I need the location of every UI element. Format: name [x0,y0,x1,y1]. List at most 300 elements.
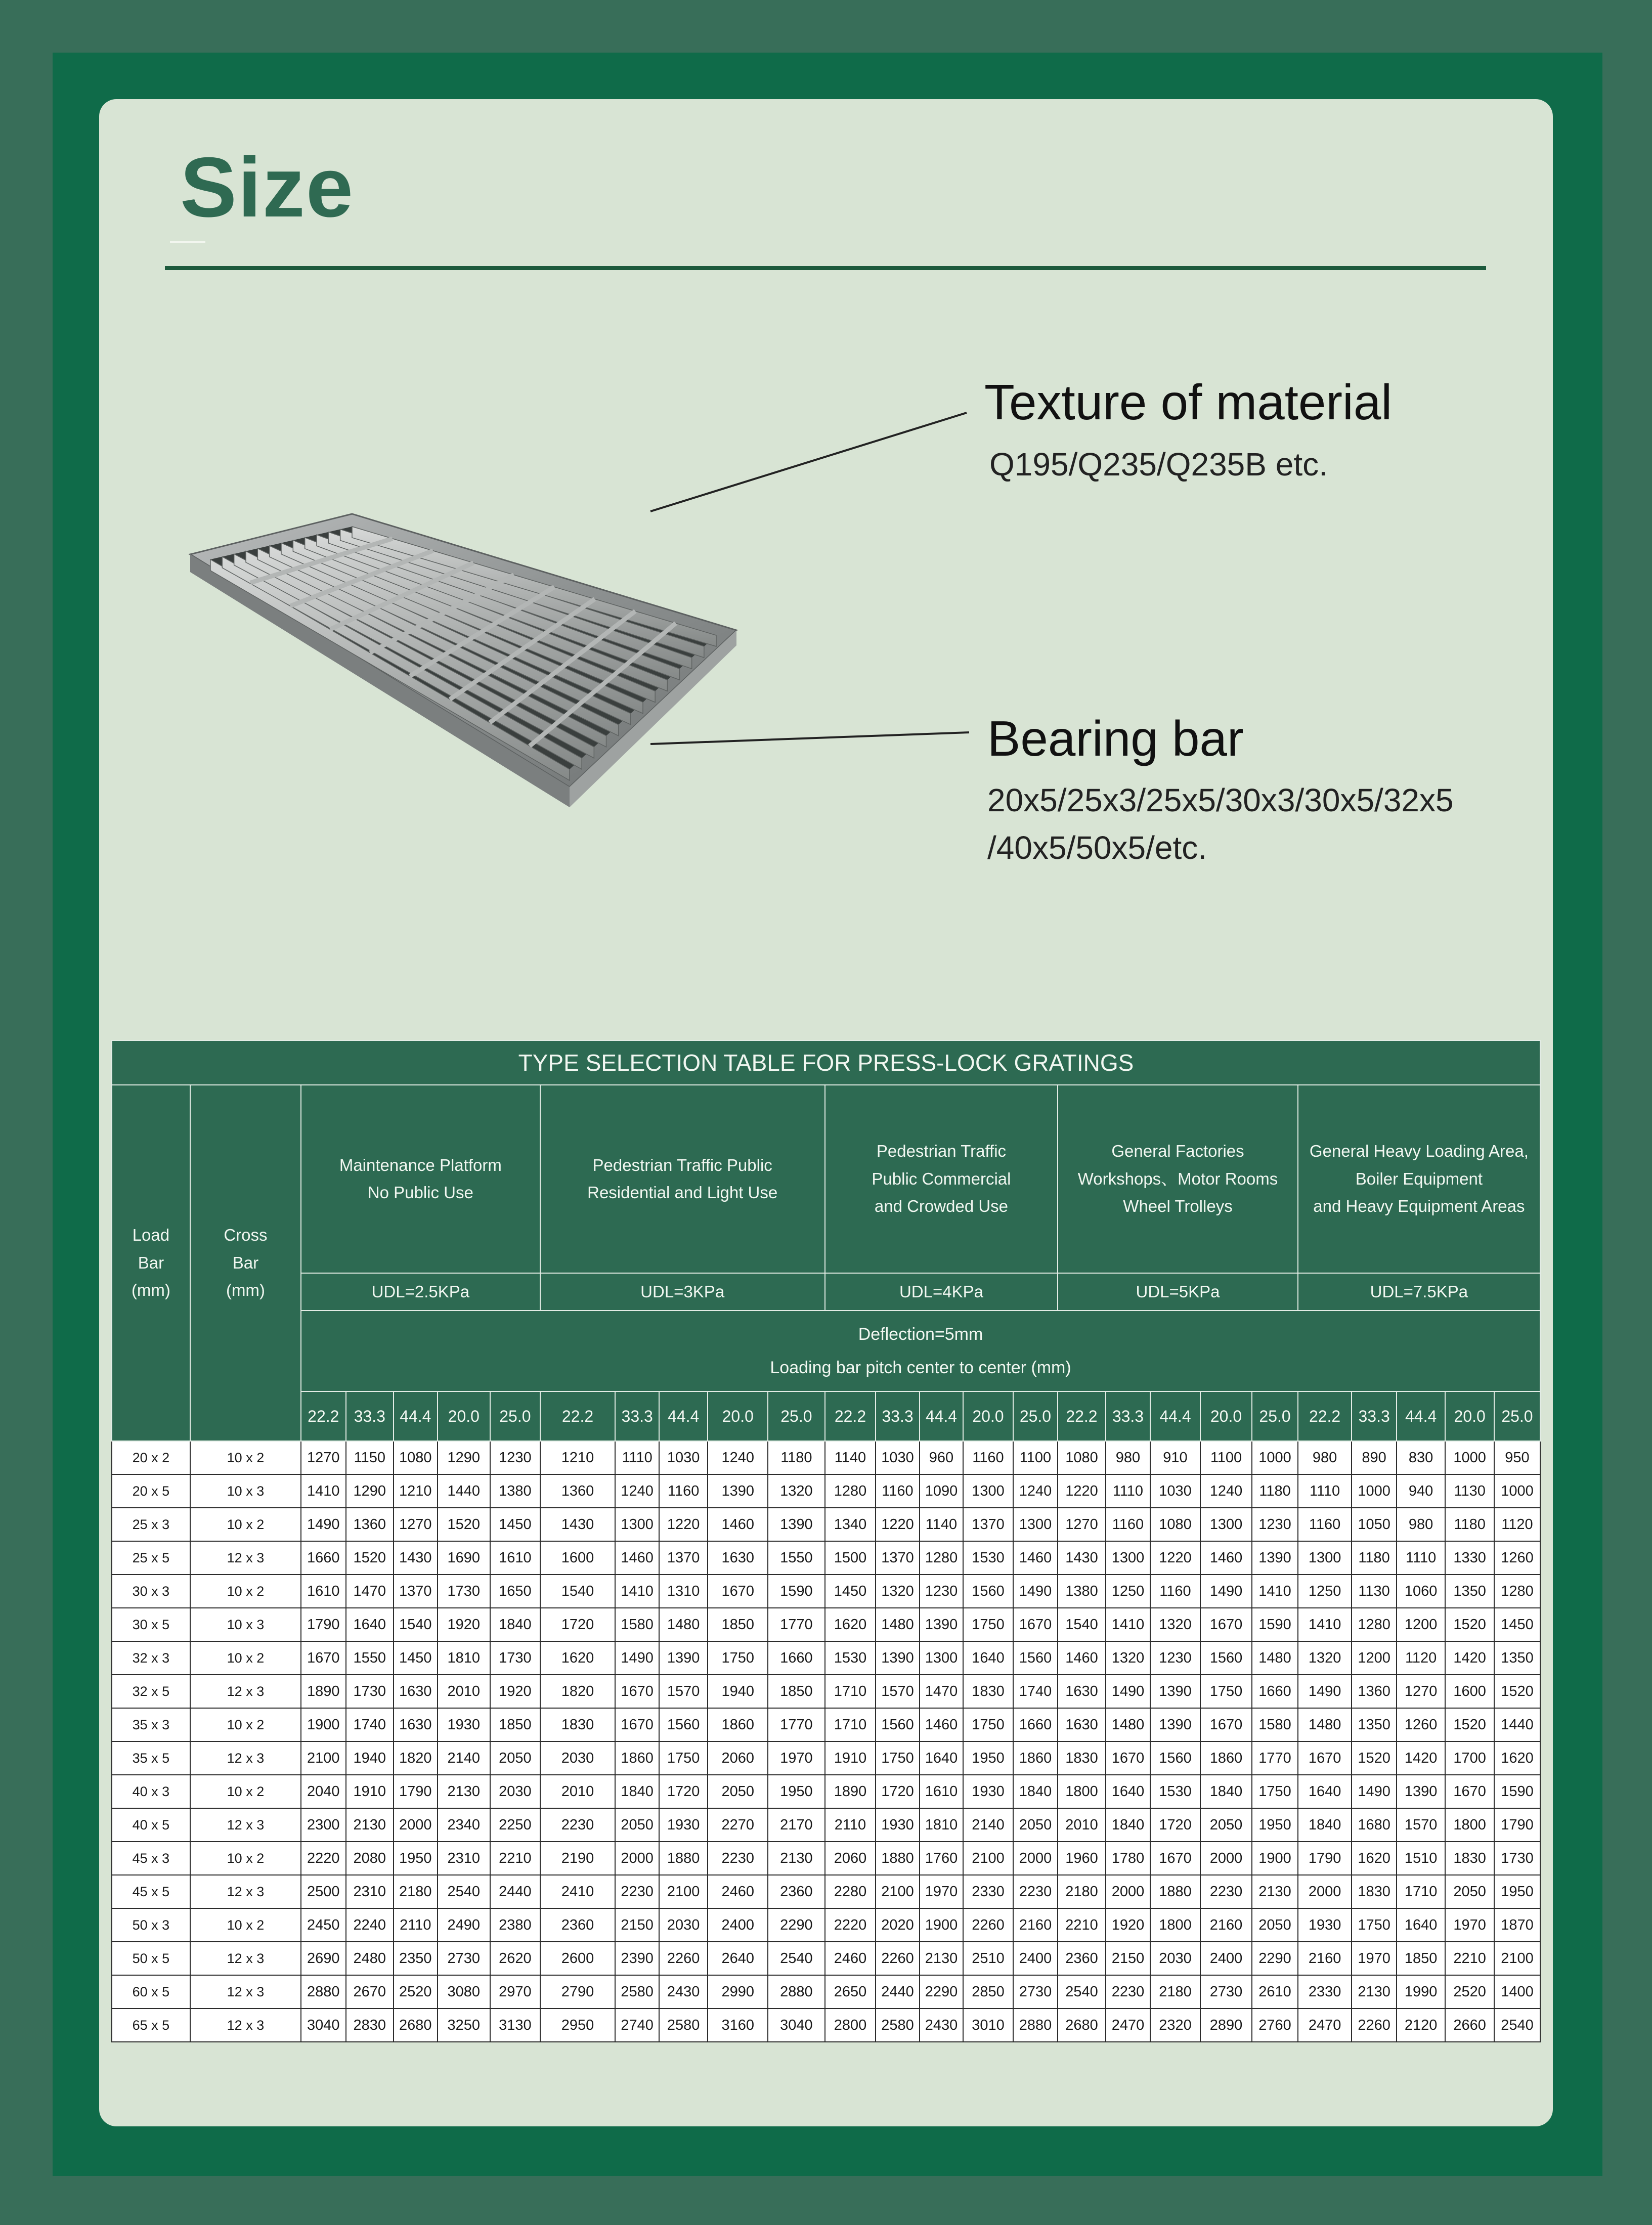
value-cell: 1520 [1494,1675,1540,1708]
pitch-header: 33.3 [876,1391,919,1441]
value-cell: 1970 [768,1741,825,1775]
value-cell: 3080 [438,1975,491,2009]
value-cell: 1660 [1013,1708,1058,1741]
value-cell: 1180 [1352,1541,1396,1575]
value-cell: 1560 [963,1575,1013,1608]
value-cell: 1300 [615,1508,659,1541]
value-cell: 980 [1106,1441,1150,1474]
value-cell: 1730 [490,1641,540,1675]
value-cell: 1200 [1397,1608,1446,1641]
value-cell: 2380 [490,1908,540,1942]
pitch-header: 25.0 [1013,1391,1058,1441]
value-cell: 1790 [1494,1808,1540,1842]
value-cell: 1230 [490,1441,540,1474]
cross-bar-cell: 12 x 3 [190,1942,301,1975]
value-cell: 890 [1352,1441,1396,1474]
value-cell: 1660 [301,1541,345,1575]
value-cell: 1200 [1352,1641,1396,1675]
bearing-title: Bearing bar [987,711,1244,766]
udl-header-1: UDL=2.5KPa [301,1273,540,1311]
value-cell: 2030 [1150,1942,1200,1975]
value-cell: 1770 [1252,1741,1298,1775]
value-cell: 1110 [1397,1541,1446,1575]
value-cell: 1320 [1150,1608,1200,1641]
value-cell: 1830 [1445,1842,1494,1875]
value-cell: 1640 [346,1608,394,1641]
load-bar-cell: 25 x 5 [112,1541,190,1575]
value-cell: 2890 [1200,2009,1252,2042]
value-cell: 1790 [301,1608,345,1641]
value-cell: 1670 [1150,1842,1200,1875]
value-cell: 1520 [346,1541,394,1575]
value-cell: 1670 [708,1575,768,1608]
value-cell: 2040 [301,1775,345,1808]
value-cell: 1440 [1494,1708,1540,1741]
value-cell: 1670 [1445,1775,1494,1808]
value-cell: 2220 [825,1908,876,1942]
cross-bar-cell: 10 x 3 [190,1608,301,1641]
value-cell: 1320 [1106,1641,1150,1675]
value-cell: 1470 [920,1675,963,1708]
value-cell: 1460 [1058,1641,1106,1675]
value-cell: 1080 [394,1441,437,1474]
value-cell: 1370 [394,1575,437,1608]
value-cell: 2180 [1150,1975,1200,2009]
value-cell: 1390 [1397,1775,1446,1808]
pitch-header: 20.0 [1200,1391,1252,1441]
table-row [112,1474,1540,1508]
pitch-header: 33.3 [1352,1391,1396,1441]
value-cell: 1210 [394,1474,437,1508]
value-cell: 2050 [1013,1808,1058,1842]
value-cell: 1000 [1445,1441,1494,1474]
value-cell: 1990 [1397,1975,1446,2009]
value-cell: 2050 [615,1808,659,1842]
value-cell: 1670 [615,1675,659,1708]
load-bar-cell: 35 x 5 [112,1741,190,1775]
pitch-header: 25.0 [490,1391,540,1441]
value-cell: 2150 [1106,1942,1150,1975]
table-row [112,1508,1540,1541]
value-cell: 1480 [876,1608,919,1641]
value-cell: 2800 [825,2009,876,2042]
value-cell: 1210 [540,1441,616,1474]
value-cell: 2680 [394,2009,437,2042]
value-cell: 1890 [301,1675,345,1708]
value-cell: 2730 [1013,1975,1058,2009]
value-cell: 1810 [920,1808,963,1842]
value-cell: 1460 [708,1508,768,1541]
value-cell: 1030 [1150,1474,1200,1508]
value-cell: 1660 [768,1641,825,1675]
value-cell: 2230 [1013,1875,1058,1908]
value-cell: 2400 [708,1908,768,1942]
value-cell: 1290 [438,1441,491,1474]
value-cell: 2850 [963,1975,1013,2009]
value-cell: 1270 [301,1441,345,1474]
udl-header-5: UDL=7.5KPa [1298,1273,1540,1311]
value-cell: 2290 [920,1975,963,2009]
value-cell: 1380 [490,1474,540,1508]
value-cell: 1460 [1200,1541,1252,1575]
value-cell: 2650 [825,1975,876,2009]
value-cell: 1820 [540,1675,616,1708]
value-cell: 2270 [708,1808,768,1842]
value-cell: 1780 [1106,1842,1150,1875]
pitch-header: 44.4 [659,1391,708,1441]
value-cell: 1600 [540,1541,616,1575]
value-cell: 1750 [963,1608,1013,1641]
value-cell: 1630 [394,1708,437,1741]
value-cell: 1350 [1352,1708,1396,1741]
value-cell: 1410 [1106,1608,1150,1641]
value-cell: 2050 [708,1775,768,1808]
value-cell: 1500 [825,1541,876,1575]
value-cell: 1890 [825,1775,876,1808]
value-cell: 1970 [1352,1942,1396,1975]
value-cell: 2520 [1445,1975,1494,2009]
texture-value: Q195/Q235/Q235B etc. [989,446,1328,483]
value-cell: 2110 [394,1908,437,1942]
value-cell: 2000 [1013,1842,1058,1875]
value-cell: 960 [920,1441,963,1474]
value-cell: 1550 [346,1641,394,1675]
value-cell: 2330 [963,1875,1013,1908]
value-cell: 1910 [346,1775,394,1808]
value-cell: 2260 [659,1942,708,1975]
value-cell: 1930 [1298,1908,1352,1942]
value-cell: 1930 [876,1808,919,1842]
value-cell: 2260 [876,1942,919,1975]
table-row [112,2009,1540,2042]
value-cell: 2230 [708,1842,768,1875]
value-cell: 1770 [768,1708,825,1741]
value-cell: 2120 [1397,2009,1446,2042]
pitch-header: 25.0 [1494,1391,1540,1441]
value-cell: 2490 [438,1908,491,1942]
usage-header-2: Pedestrian Traffic Public Residential and Light Use [540,1085,825,1273]
value-cell: 1450 [1494,1608,1540,1641]
value-cell: 1660 [1252,1675,1298,1708]
value-cell: 1300 [963,1474,1013,1508]
value-cell: 1000 [1494,1474,1540,1508]
cross-bar-cell: 10 x 2 [190,1508,301,1541]
value-cell: 1180 [1445,1508,1494,1541]
value-cell: 2360 [540,1908,616,1942]
value-cell: 1690 [438,1541,491,1575]
value-cell: 1300 [1298,1541,1352,1575]
load-bar-cell: 50 x 5 [112,1942,190,1975]
table-row [112,1608,1540,1641]
pitch-header: 20.0 [438,1391,491,1441]
value-cell: 1850 [708,1608,768,1641]
value-cell: 2130 [1252,1875,1298,1908]
value-cell: 1880 [659,1842,708,1875]
table-row [112,1741,1540,1775]
value-cell: 1160 [963,1441,1013,1474]
value-cell: 2460 [708,1875,768,1908]
load-bar-cell: 32 x 5 [112,1675,190,1708]
value-cell: 2640 [708,1942,768,1975]
pitch-header: 25.0 [768,1391,825,1441]
value-cell: 2360 [1058,1942,1106,1975]
value-cell: 1560 [659,1708,708,1741]
value-cell: 2320 [1150,2009,1200,2042]
value-cell: 1400 [1494,1975,1540,2009]
value-cell: 2050 [1200,1808,1252,1842]
value-cell: 1970 [1445,1908,1494,1942]
value-cell: 1000 [1252,1441,1298,1474]
value-cell: 1160 [1106,1508,1150,1541]
value-cell: 2210 [1058,1908,1106,1942]
value-cell: 1290 [346,1474,394,1508]
value-cell: 1520 [1445,1708,1494,1741]
value-cell: 2230 [615,1875,659,1908]
value-cell: 3040 [301,2009,345,2042]
pitch-header: 20.0 [1445,1391,1494,1441]
value-cell: 2140 [438,1741,491,1775]
value-cell: 1460 [1013,1541,1058,1575]
value-cell: 1390 [1150,1708,1200,1741]
value-cell: 1160 [1150,1575,1200,1608]
table-row [112,1641,1540,1675]
value-cell: 1860 [615,1741,659,1775]
value-cell: 1350 [1445,1575,1494,1608]
value-cell: 1300 [1013,1508,1058,1541]
value-cell: 1720 [876,1775,919,1808]
value-cell: 2230 [540,1808,616,1842]
value-cell: 1300 [920,1641,963,1675]
load-bar-cell: 35 x 3 [112,1708,190,1741]
value-cell: 1640 [920,1741,963,1775]
value-cell: 2030 [659,1908,708,1942]
value-cell: 1430 [540,1508,616,1541]
value-cell: 1280 [1494,1575,1540,1608]
cross-bar-cell: 10 x 2 [190,1441,301,1474]
cross-bar-cell: 12 x 3 [190,1808,301,1842]
value-cell: 1540 [540,1575,616,1608]
value-cell: 1220 [1150,1541,1200,1575]
value-cell: 1760 [920,1842,963,1875]
value-cell: 1140 [825,1441,876,1474]
value-cell: 1800 [1150,1908,1200,1942]
value-cell: 1370 [963,1508,1013,1541]
value-cell: 1330 [1445,1541,1494,1575]
value-cell: 1160 [876,1474,919,1508]
value-cell: 1630 [708,1541,768,1575]
value-cell: 2000 [1298,1875,1352,1908]
value-cell: 1030 [659,1441,708,1474]
cross-bar-cell: 12 x 3 [190,1741,301,1775]
udl-header-3: UDL=4KPa [825,1273,1058,1311]
value-cell: 2100 [963,1842,1013,1875]
value-cell: 1240 [1200,1474,1252,1508]
pitch-header: 44.4 [1397,1391,1446,1441]
value-cell: 2230 [1200,1875,1252,1908]
value-cell: 1620 [1494,1741,1540,1775]
value-cell: 1570 [1397,1808,1446,1842]
value-cell: 1590 [1494,1775,1540,1808]
value-cell: 1000 [1352,1474,1396,1508]
value-cell: 2170 [768,1808,825,1842]
value-cell: 1620 [540,1641,616,1675]
value-cell: 1160 [1298,1508,1352,1541]
value-cell: 1720 [659,1775,708,1808]
value-cell: 1740 [1013,1675,1058,1708]
value-cell: 1450 [490,1508,540,1541]
value-cell: 1080 [1058,1441,1106,1474]
value-cell: 1430 [1058,1541,1106,1575]
value-cell: 2150 [615,1908,659,1942]
value-cell: 1670 [1298,1741,1352,1775]
value-cell: 1570 [659,1675,708,1708]
value-cell: 1180 [768,1441,825,1474]
value-cell: 1100 [1200,1441,1252,1474]
value-cell: 2600 [540,1942,616,1975]
value-cell: 2210 [490,1842,540,1875]
value-cell: 3250 [438,2009,491,2042]
value-cell: 1460 [920,1708,963,1741]
load-bar-cell: 60 x 5 [112,1975,190,2009]
value-cell: 1130 [1445,1474,1494,1508]
value-cell: 910 [1150,1441,1200,1474]
value-cell: 2130 [1352,1975,1396,2009]
load-bar-cell: 20 x 5 [112,1474,190,1508]
value-cell: 1180 [1252,1474,1298,1508]
value-cell: 1840 [1200,1775,1252,1808]
bearing-line-2: /40x5/50x5/etc. [987,830,1207,866]
load-bar-cell: 45 x 3 [112,1842,190,1875]
cross-bar-cell: 10 x 2 [190,1575,301,1608]
value-cell: 1920 [490,1675,540,1708]
value-cell: 1950 [1252,1808,1298,1842]
value-cell: 1260 [1397,1708,1446,1741]
value-cell: 1490 [1013,1575,1058,1608]
value-cell: 2010 [1058,1808,1106,1842]
value-cell: 1520 [1445,1608,1494,1641]
cross-bar-cell: 10 x 3 [190,1474,301,1508]
value-cell: 1670 [1013,1608,1058,1641]
value-cell: 1950 [1494,1875,1540,1908]
pitch-header: 25.0 [1252,1391,1298,1441]
pitch-header: 33.3 [346,1391,394,1441]
value-cell: 1320 [1298,1641,1352,1675]
value-cell: 2730 [438,1942,491,1975]
value-cell: 1150 [346,1441,394,1474]
value-cell: 1860 [708,1708,768,1741]
value-cell: 1480 [1252,1641,1298,1675]
value-cell: 1540 [1058,1608,1106,1641]
value-cell: 2030 [490,1775,540,1808]
value-cell: 2110 [825,1808,876,1842]
value-cell: 2510 [963,1942,1013,1975]
value-cell: 1910 [825,1741,876,1775]
value-cell: 1280 [920,1541,963,1575]
value-cell: 1790 [394,1775,437,1808]
value-cell: 1700 [1445,1741,1494,1775]
value-cell: 1860 [1200,1741,1252,1775]
value-cell: 1750 [1352,1908,1396,1942]
content-card [99,99,1553,2126]
table-row [112,1441,1540,1474]
value-cell: 1320 [876,1575,919,1608]
value-cell: 2480 [346,1942,394,1975]
value-cell: 2100 [659,1875,708,1908]
value-cell: 2790 [540,1975,616,2009]
value-cell: 2450 [301,1908,345,1942]
value-cell: 1640 [1106,1775,1150,1808]
table-row [112,1541,1540,1575]
selection-table-wrap [111,1040,1541,2042]
value-cell: 2000 [394,1808,437,1842]
value-cell: 1600 [1445,1675,1494,1708]
value-cell: 1680 [1352,1808,1396,1842]
value-cell: 1100 [1013,1441,1058,1474]
value-cell: 1840 [490,1608,540,1641]
value-cell: 1970 [920,1875,963,1908]
value-cell: 1540 [394,1608,437,1641]
value-cell: 1640 [1397,1908,1446,1942]
table-row [112,1575,1540,1608]
value-cell: 2160 [1200,1908,1252,1942]
cross-bar-cell: 10 x 2 [190,1708,301,1741]
value-cell: 1160 [659,1474,708,1508]
cross-bar-cell: 12 x 3 [190,1541,301,1575]
value-cell: 2010 [540,1775,616,1808]
value-cell: 1360 [1352,1675,1396,1708]
value-cell: 1830 [1352,1875,1396,1908]
value-cell: 1410 [615,1575,659,1608]
value-cell: 1800 [1445,1808,1494,1842]
value-cell: 1510 [1397,1842,1446,1875]
value-cell: 1850 [768,1675,825,1708]
value-cell: 2430 [920,2009,963,2042]
value-cell: 1620 [1352,1842,1396,1875]
value-cell: 2240 [346,1908,394,1942]
value-cell: 2340 [438,1808,491,1842]
value-cell: 1730 [438,1575,491,1608]
value-cell: 2740 [615,2009,659,2042]
value-cell: 1270 [1397,1675,1446,1708]
value-cell: 1630 [394,1675,437,1708]
value-cell: 1720 [1150,1808,1200,1842]
pitch-header: 33.3 [1106,1391,1150,1441]
value-cell: 1050 [1352,1508,1396,1541]
value-cell: 1790 [1298,1842,1352,1875]
value-cell: 1710 [825,1708,876,1741]
value-cell: 1650 [490,1575,540,1608]
value-cell: 1360 [540,1474,616,1508]
value-cell: 2140 [963,1808,1013,1842]
value-cell: 2160 [1013,1908,1058,1942]
value-cell: 1110 [1106,1474,1150,1508]
cross-bar-cell: 10 x 2 [190,1908,301,1942]
value-cell: 1280 [825,1474,876,1508]
value-cell: 1390 [768,1508,825,1541]
value-cell: 2540 [1494,2009,1540,2042]
value-cell: 2030 [540,1741,616,1775]
table-row [112,1775,1540,1808]
pitch-header: 22.2 [540,1391,616,1441]
load-bar-cell: 30 x 3 [112,1575,190,1608]
value-cell: 1420 [1445,1641,1494,1675]
value-cell: 1230 [1252,1508,1298,1541]
value-cell: 1870 [1494,1908,1540,1942]
value-cell: 1580 [615,1608,659,1641]
value-cell: 1810 [438,1641,491,1675]
value-cell: 2680 [1058,2009,1106,2042]
value-cell: 1490 [1106,1675,1150,1708]
